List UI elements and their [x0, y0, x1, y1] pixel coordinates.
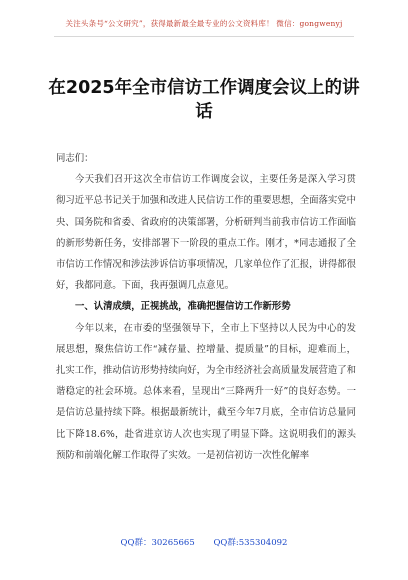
header-divider [54, 36, 354, 37]
body-paragraph: 今天我们召开这次全市信访工作调度会议，主要任务是深入学习贯彻习近平总书记关于加强和改进人民信访工作的重要思想，全面落实党中央、国务院和省委、省政府的决策部署，分析研判当前我市信访工作面临的新形势新任务，安排部署下一阶段的重点工作。刚才，*同志通报了全市信访工作情况和涉法涉诉信访事项情况，几家单位作了汇报，讲得都很好，我都同意。下面，我再强调几点意见。 [56, 174, 357, 292]
document-title: 在2025年全市信访工作调度会议上的讲话 [48, 78, 360, 122]
body-paragraph: 今年以来，在市委的坚强领导下，全市上下坚持以人民为中心的发展思想，聚焦信访工作“减存量、控增量、提质量”的目标，迎难而上，扎实工作，推动信访形势持续向好，为全市经济社会高质量发展营造了和谐稳定的社会环境。总体来看，呈现出“三降两升一好”的良好态势。一是信访总量持续下降。根据最新统计，截至今年7月底，全市信访总量同比下降18.6%，赴省进京访人次也实现了明显下降。这说明我们的源头预防和前端化解工作取得了实效。一是初信初访一次性化解率 [56, 322, 357, 461]
page-footer [0, 536, 408, 548]
page-header: 关注头条号“公文研究”，获得最新最全最专业的公文资料库！ 微信：gongwenyj [65, 19, 343, 28]
salutation: 同志们： [56, 153, 94, 164]
footer-qq-group-2: QQ群:535304092 [213, 538, 288, 548]
section-heading: 一、认清成绩，正视挑战，准确把握信访工作新形势 [75, 301, 291, 313]
document-body [56, 148, 356, 466]
footer-qq-group-1: QQ群：30265665 [120, 538, 195, 548]
